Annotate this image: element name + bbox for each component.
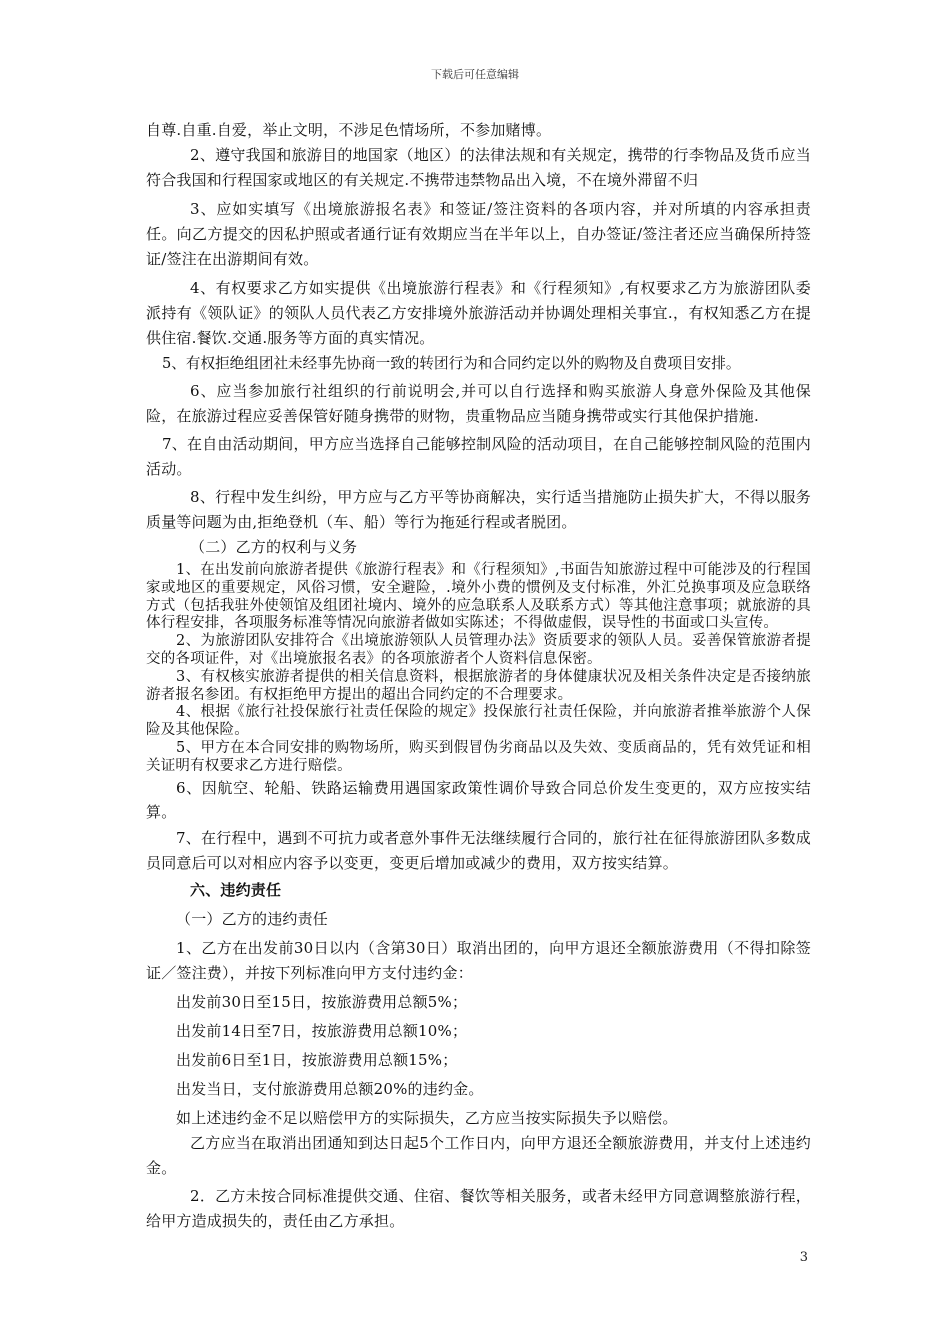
paragraph-3: 3、应如实填写《出境旅游报名表》和签证/签注资料的各项内容，并对所填的内容承担责任。向乙方提交的因私护照或者通行证有效期应当在半年以上，自办签证/签注者还应当确保所持签证/签注在出游期间有效。 — [146, 200, 811, 268]
page-number: 3 — [799, 1250, 808, 1265]
page-header: 下载后可任意编辑 — [431, 68, 519, 81]
paragraph-8: 8、行程中发生纠纷，甲方应与乙方平等协商解决，实行适当措施防止损失扩大，不得以服务质量等问题为由,拒绝登机（车、船）等行为拖延行程或者脱团。 — [146, 488, 811, 531]
section-heading-6: 六、违约责任 — [190, 880, 282, 899]
paragraph-19: 2．乙方未按合同标准提供交通、住宿、餐饮等相关服务，或者未经甲方同意调整旅游行程，给甲方造成损失的，责任由乙方承担。 — [146, 1186, 811, 1230]
paragraph-7: 7、在自由活动期间，甲方应当选择自己能够控制风险的活动项目，在自己能够控制风险的范围内活动。 — [146, 435, 811, 478]
paragraph-6: 6、应当参加旅行社组织的行前说明会,并可以自行选择和购买旅游人身意外保险及其他保险，在旅游过程应妥善保管好随身携带的财物，贵重物品应当随身携带或实行其他保护措施. — [146, 382, 811, 425]
paragraph-9: 1、在出发前向旅游者提供《旅游行程表》和《行程须知》,书面告知旅游过程中可能涉及的行程国家或地区的重要规定，风俗习惯，安全避险，.境外小费的惯例及支付标准，外汇兑换事项及应急联络方式（包括我驻外使领馆及组团社境内、境外的应急联系人及联系方式）等其他注意事项；就旅游的具体行程安排，各项服务标准等情况向旅游者做如实陈述；不得做虚假，误导性的书面或口头宣传。 — [146, 562, 811, 632]
paragraph-11: 3、有权核实旅游者提供的相关信息资料，根据旅游者的身体健康状况及相关条件决定是否接纳旅游者报名参团。有权拒绝甲方提出的超出合同约定的不合理要求。 — [146, 668, 811, 703]
paragraph-18: 乙方应当在取消出团通知到达日起5个工作日内，向甲方退还全额旅游费用，并支付上述违约金。 — [146, 1133, 811, 1177]
paragraph-12: 4、根据《旅行社投保旅行社责任保险的规定》投保旅行社责任保险，并向旅游者推举旅游个人保险及其他保险。 — [146, 704, 811, 739]
paragraph-5: 5、有权拒绝组团社未经事先协商一致的转团行为和合同约定以外的购物及自费项目安排。 — [162, 355, 741, 372]
penalty-line-2: 出发前14日至7日，按旅游费用总额10%； — [176, 1021, 468, 1040]
paragraph-2: 2、遵守我国和旅游目的地国家（地区）的法律法规和有关规定，携带的行李物品及货币应当符合我国和行程国家或地区的有关规定.不携带违禁物品出入境，不在境外滞留不归 — [146, 146, 811, 189]
document-body — [146, 118, 811, 1234]
paragraph-15: 7、在行程中，遇到不可抗力或者意外事件无法继续履行合同的，旅行社在征得旅游团队多数成员同意后可以对相应内容予以变更，变更后增加或减少的费用，双方按实结算。 — [146, 828, 811, 872]
subsection-heading-2: （二）乙方的权利与义务 — [190, 538, 358, 556]
penalty-line-1: 出发前30日至15日，按旅游费用总额5%； — [176, 992, 468, 1011]
paragraph-4: 4、有权要求乙方如实提供《出境旅游行程表》和《行程须知》,有权要求乙方为旅游团队委派持有《领队证》的领队人员代表乙方安排境外旅游活动并协调处理相关事宜.，有权知悉乙方在提供住宿.餐饮.交通.服务等方面的真实情况。 — [146, 279, 811, 347]
paragraph-1: 自尊.自重.自爱，举止文明，不涉足色情场所，不参加赌博。 — [146, 121, 552, 139]
paragraph-17: 如上述违约金不足以赔偿甲方的实际损失，乙方应当按实际损失予以赔偿。 — [176, 1108, 678, 1127]
paragraph-13: 5、甲方在本合同安排的购物场所，购买到假冒伪劣商品以及失效、变质商品的，凭有效凭证和相关证明有权要求乙方进行赔偿。 — [146, 739, 811, 774]
penalty-line-3: 出发前6日至1日，按旅游费用总额15%； — [176, 1050, 458, 1069]
paragraph-10: 2、为旅游团队安排符合《出境旅游领队人员管理办法》资质要求的领队人员。妥善保管旅游者提交的各项证件，对《出境旅报名表》的各项旅游者个人资料信息保密。 — [146, 633, 811, 667]
paragraph-16: 1、乙方在出发前30日以内（含第30日）取消出团的，向甲方退还全额旅游费用（不得扣除签证／签注费），并按下列标准向甲方支付违约金： — [146, 938, 811, 982]
subsection-heading-1: （一）乙方的违约责任 — [176, 909, 329, 928]
paragraph-14: 6、因航空、轮船、铁路运输费用遇国家政策性调价导致合同总价发生变更的，双方应按实结算。 — [146, 778, 811, 821]
penalty-line-4: 出发当日，支付旅游费用总额20%的违约金。 — [176, 1079, 484, 1098]
